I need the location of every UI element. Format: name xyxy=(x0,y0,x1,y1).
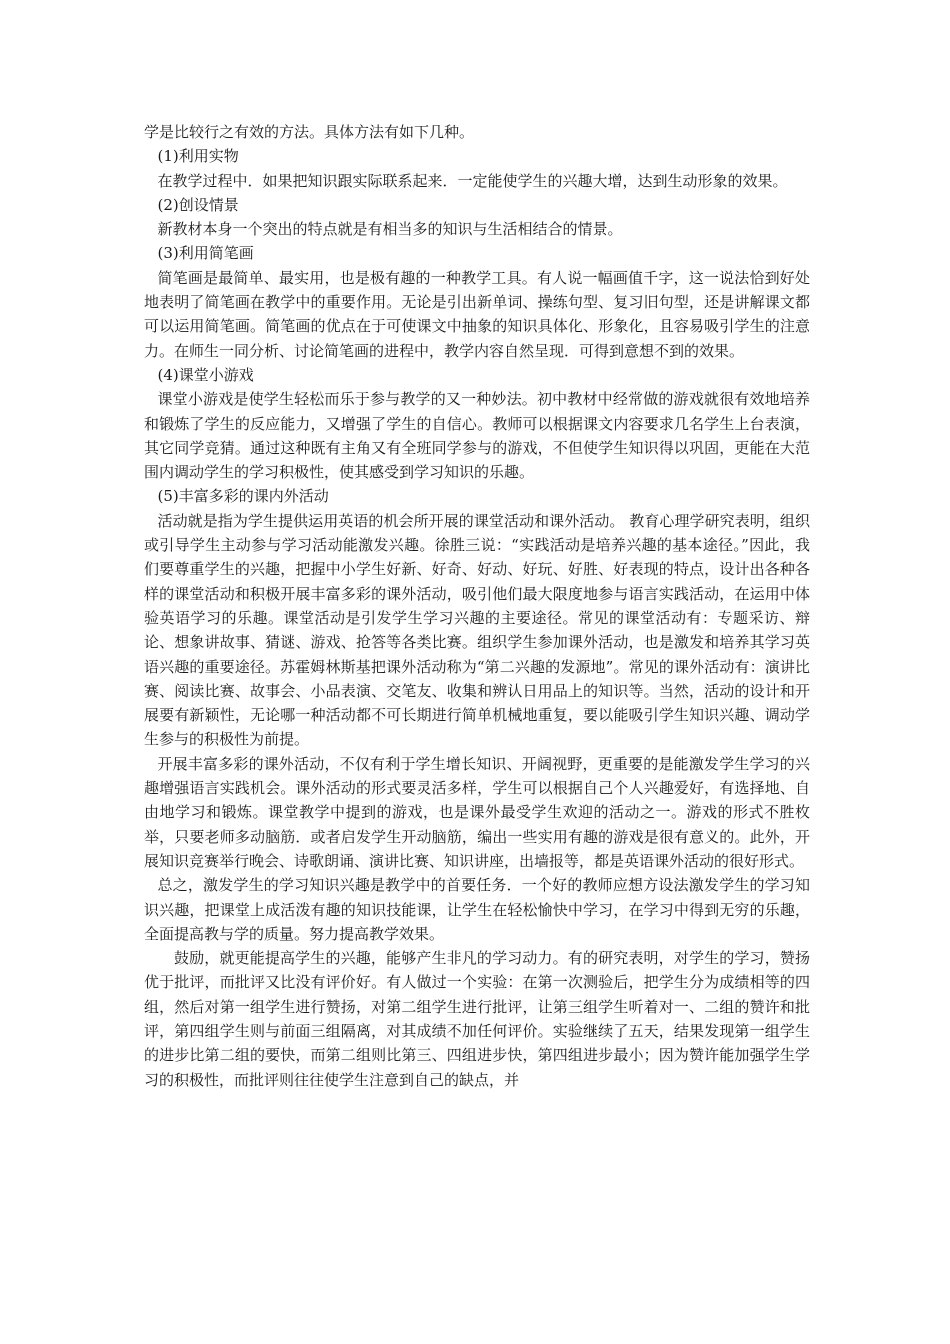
heading-activities: (5)丰富多彩的课内外活动 xyxy=(157,487,329,506)
heading-classroom-games: (4)课堂小游戏 xyxy=(157,365,254,384)
paragraph-encouragement: 鼓励，就更能提高学生的兴趣，能够产生非凡的学习动力。有的研究表明，对学生的学习，赞扬优于批评，而批评又比没有评价好。有人做过一个实验：在第一次测验后，把学生分为成绩相等的四组，然后对第一组学生进行赞扬，对第二组学生进行批评，让第三组学生听着对一、二组的赞许和批评，第四组学生则与前面三组隔离，对其成绩不加任何评价。实验继续了五天，结果发现第一组学生的进步比第二组的要快，而第二组则比第三、四组进步快，第四组进步最小；因为赞许能加强学生学习的积极性，而批评则往往使学生注意到自己的缺点，并 xyxy=(144,949,810,1089)
paragraph-summary: 总之，激发学生的学习知识兴趣是教学中的首要任务．一个好的教师应想方设法激发学生的学习知识兴趣，把课堂上成活泼有趣的知识技能课，让学生在轻松愉快中学习，在学习中得到无穷的乐趣，全面提高教与学的质量。努力提高教学效果。 xyxy=(144,876,810,943)
paragraph-stick-drawings: 简笔画是最简单、最实用，也是极有趣的一种教学工具。有人说一幅画值千字，这一说法恰到好处地表明了简笔画在教学中的重要作用。无论是引出新单词、操练句型、复习旧句型，还是讲解课文都可以运用简笔画。简笔画的优点在于可使课文中抽象的知识具体化、形象化，且容易吸引学生的注意力。在师生一同分析、讨论简笔画的进程中，教学内容自然呈现．可得到意想不到的效果。 xyxy=(144,268,810,360)
heading-create-scenarios: (2)创设情景 xyxy=(157,195,239,214)
paragraph-intro-continuation: 学是比较行之有效的方法。具体方法有如下几种。 xyxy=(144,123,475,141)
paragraph-scenarios: 新教材本身一个突出的特点就是有相当多的知识与生活相结合的情景。 xyxy=(157,220,623,239)
paragraph-extracurricular: 开展丰富多彩的课外活动，不仅有利于学生增长知识、开阔视野，更重要的是能激发学生学习的兴趣增强语言实践机会。课外活动的形式要灵活多样，学生可以根据自己个人兴趣爱好，有选择地、自由地学习和锻炼。课堂教学中提到的游戏，也是课外最受学生欢迎的活动之一。游戏的形式不胜枚举，只要老师多动脑筋．或者启发学生开动脑筋，编出一些实用有趣的游戏是很有意义的。此外，开展知识竞赛举行晚会、诗歌朗诵、演讲比赛、知识讲座，出墙报等，都是英语课外活动的很好形式。 xyxy=(144,754,810,870)
heading-use-real-objects: (1)利用实物 xyxy=(157,147,239,166)
document-body xyxy=(144,120,810,1092)
paragraph-activities: 活动就是指为学生提供运用英语的机会所开展的课堂活动和课外活动。 教育心理学研究表明，组织或引导学生主动参与学习活动能激发兴趣。徐胜三说：“实践活动是培养兴趣的基本途径。”因此，我们要尊重学生的兴趣，把握中小学生好新、好奇、好动、好玩、好胜、好表现的特点，设计出各种各样的课堂活动和积极开展丰富多彩的课外活动，吸引他们最大限度地参与语言实践活动，在运用中体验英语学习的乐趣。课堂活动是引发学生学习兴趣的主要途径。常见的课堂活动有：专题采访、辩论、想象讲故事、猜谜、游戏、抢答等各类比赛。组织学生参加课外活动，也是激发和培养其学习英语兴趣的重要途径。苏霍姆林斯基把课外活动称为“第二兴趣的发源地”。常见的课外活动有：演讲比赛、阅读比赛、故事会、小品表演、交笔友、收集和辨认日用品上的知识等。当然，活动的设计和开展要有新颖性，无论哪一种活动都不可长期进行简单机械地重复，要以能吸引学生知识兴趣、调动学生参与的积极性为前提。 xyxy=(144,511,810,749)
paragraph-classroom-games: 课堂小游戏是使学生轻松而乐于参与教学的又一种妙法。初中教材中经常做的游戏就很有效地培养和锻炼了学生的反应能力，又增强了学生的自信心。教师可以根据课文内容要求几名学生上台表演，其它同学竞猜。通过这种既有主角又有全班同学参与的游戏，不但使学生知识得以巩固，更能在大范围内调动学生的学习积极性，使其感受到学习知识的乐趣。 xyxy=(144,390,810,482)
paragraph-real-objects: 在教学过程中．如果把知识跟实际联系起来．一定能使学生的兴趣大增，达到生动形象的效果。 xyxy=(157,171,788,190)
heading-stick-drawings: (3)利用简笔画 xyxy=(157,244,254,263)
